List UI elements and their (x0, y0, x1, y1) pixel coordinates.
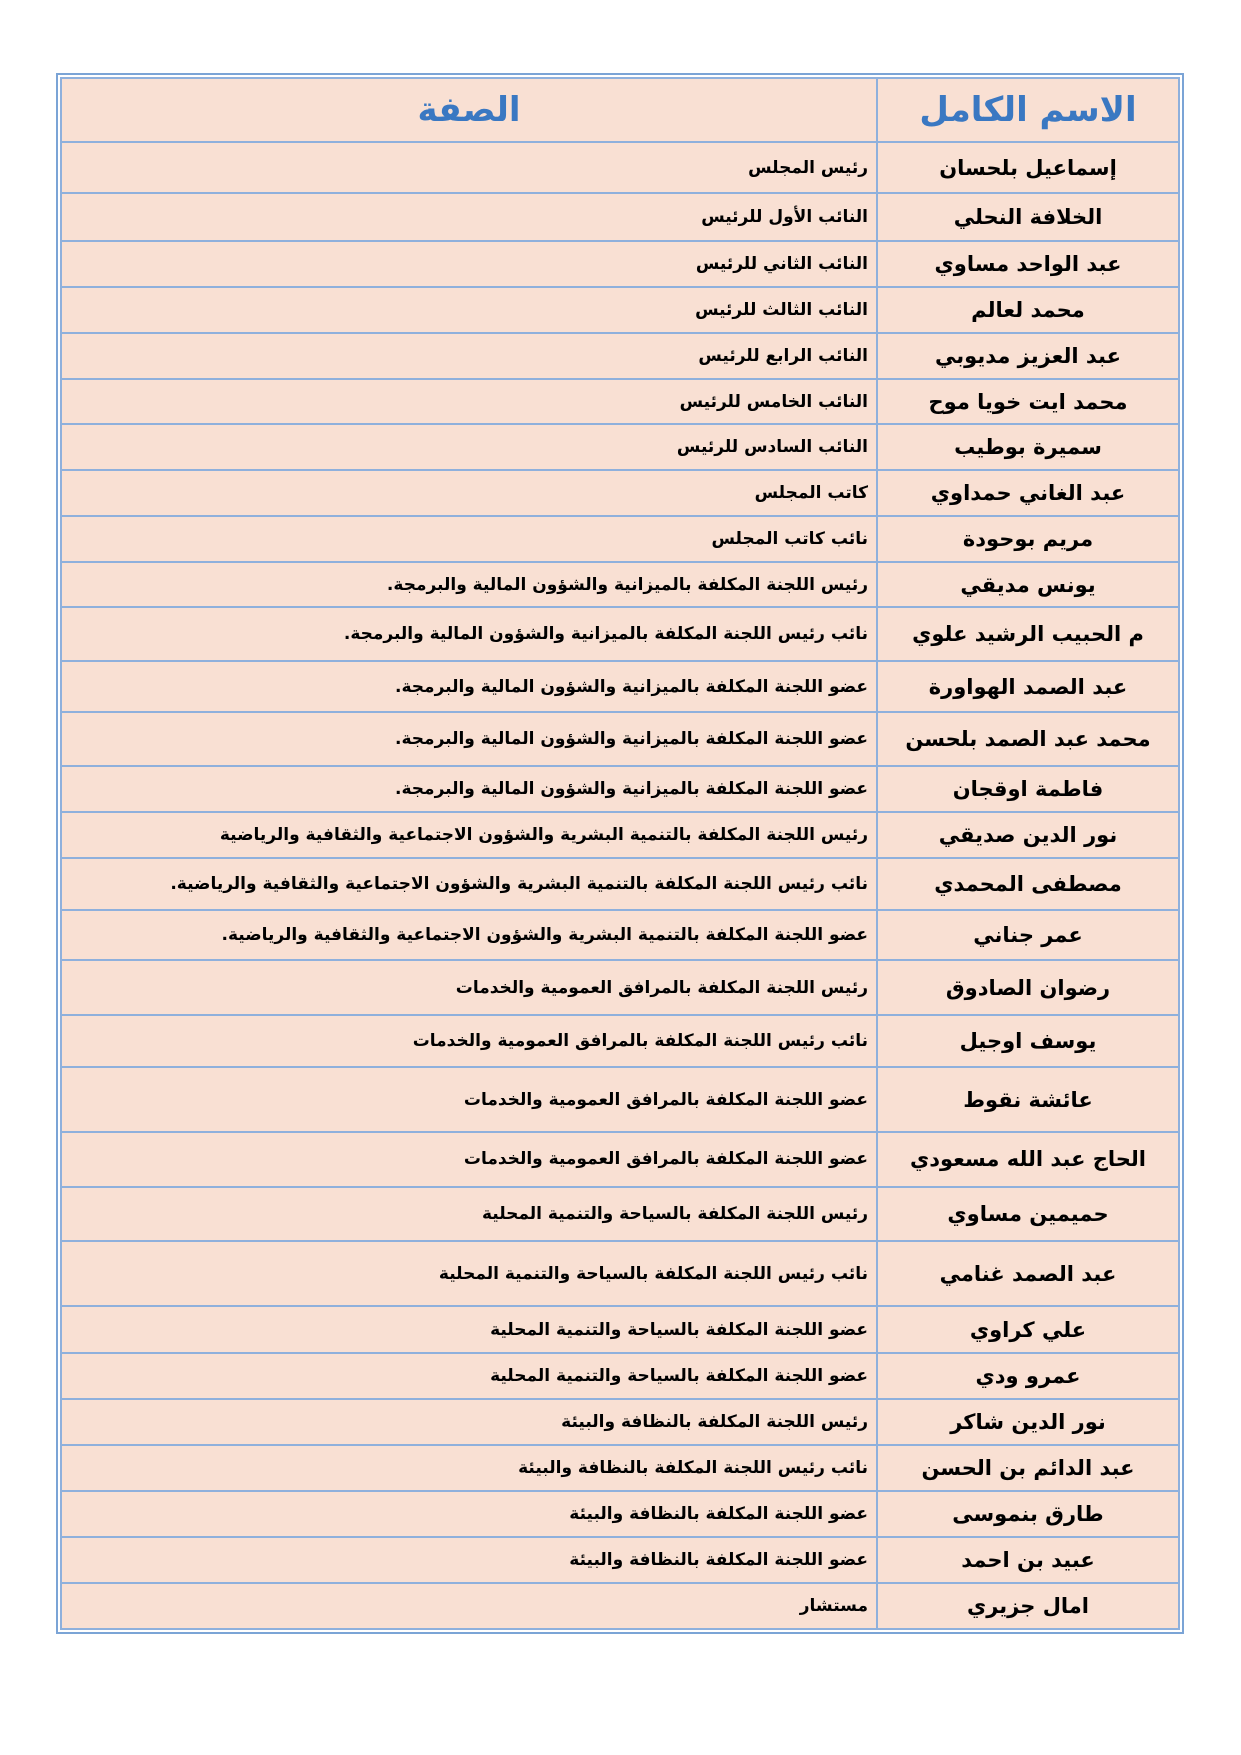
table-row (61, 1241, 1179, 1306)
member-name-cell: علي كراوي (877, 1306, 1179, 1353)
member-name-cell: عمر جناني (877, 910, 1179, 960)
member-role-cell: نائب رئيس اللجنة المكلفة بالسياحة والتنمية المحلية (61, 1241, 877, 1306)
table-row (61, 1537, 1179, 1583)
table-row (61, 1399, 1179, 1445)
member-role-cell: رئيس اللجنة المكلفة بالتنمية البشرية والشؤون الاجتماعية والثقافية والرياضية (61, 812, 877, 858)
member-role-cell: عضو اللجنة المكلفة بالنظافة والبيئة (61, 1537, 877, 1583)
member-role-cell: رئيس اللجنة المكلفة بالمرافق العمومية والخدمات (61, 960, 877, 1015)
header-role: الصفة (61, 78, 877, 142)
member-role-cell: عضو اللجنة المكلفة بالمرافق العمومية والخدمات (61, 1132, 877, 1187)
table-row (61, 562, 1179, 608)
member-role-cell: رئيس المجلس (61, 142, 877, 193)
member-name-cell: حميمين مساوي (877, 1187, 1179, 1242)
member-role-cell: النائب الأول للرئيس (61, 193, 877, 241)
table-row (61, 424, 1179, 470)
table-row (61, 661, 1179, 712)
header-full-name: الاسم الكامل (877, 78, 1179, 142)
member-role-cell: رئيس اللجنة المكلفة بالسياحة والتنمية المحلية (61, 1187, 877, 1242)
member-role-cell: عضو اللجنة المكلفة بالسياحة والتنمية المحلية (61, 1306, 877, 1353)
member-name-cell: محمد عبد الصمد بلحسن (877, 712, 1179, 766)
member-name-cell: الخلافة النحلي (877, 193, 1179, 241)
table-row (61, 287, 1179, 333)
table-row (61, 1015, 1179, 1067)
table-row (61, 241, 1179, 287)
member-role-cell: نائب رئيس اللجنة المكلفة بالميزانية والشؤون المالية والبرمجة. (61, 607, 877, 661)
table-row (61, 858, 1179, 910)
member-name-cell: عبد الواحد مساوي (877, 241, 1179, 287)
member-role-cell: رئيس اللجنة المكلفة بالنظافة والبيئة (61, 1399, 877, 1445)
member-role-cell: النائب الثالث للرئيس (61, 287, 877, 333)
member-name-cell: محمد لعالم (877, 287, 1179, 333)
member-name-cell: سميرة بوطيب (877, 424, 1179, 470)
table-row (61, 193, 1179, 241)
member-name-cell: م الحبيب الرشيد علوي (877, 607, 1179, 661)
members-table-frame (56, 73, 1184, 1634)
member-role-cell: مستشار (61, 1583, 877, 1629)
table-row (61, 910, 1179, 960)
member-name-cell: رضوان الصادوق (877, 960, 1179, 1015)
member-role-cell: نائب رئيس اللجنة المكلفة بالنظافة والبيئة (61, 1445, 877, 1492)
table-row (61, 379, 1179, 425)
member-role-cell: عضو اللجنة المكلفة بالميزانية والشؤون المالية والبرمجة. (61, 661, 877, 712)
table-row (61, 1132, 1179, 1187)
member-role-cell: عضو اللجنة المكلفة بالميزانية والشؤون المالية والبرمجة. (61, 766, 877, 812)
table-row (61, 142, 1179, 193)
member-name-cell: عمرو ودي (877, 1353, 1179, 1399)
member-name-cell: عبيد بن احمد (877, 1537, 1179, 1583)
member-name-cell: نور الدين شاكر (877, 1399, 1179, 1445)
member-name-cell: فاطمة اوقجان (877, 766, 1179, 812)
member-name-cell: عبد الصمد الهواورة (877, 661, 1179, 712)
member-name-cell: يوسف اوجيل (877, 1015, 1179, 1067)
table-row (61, 1583, 1179, 1629)
member-role-cell: كاتب المجلس (61, 470, 877, 516)
table-row (61, 333, 1179, 379)
table-row (61, 516, 1179, 562)
member-name-cell: عائشة نقوط (877, 1067, 1179, 1132)
member-role-cell: عضو اللجنة المكلفة بالمرافق العمومية والخدمات (61, 1067, 877, 1132)
member-role-cell: نائب كاتب المجلس (61, 516, 877, 562)
member-role-cell: رئيس اللجنة المكلفة بالميزانية والشؤون المالية والبرمجة. (61, 562, 877, 608)
table-row (61, 1067, 1179, 1132)
member-role-cell: عضو اللجنة المكلفة بالسياحة والتنمية المحلية (61, 1353, 877, 1399)
table-row (61, 607, 1179, 661)
table-row (61, 1353, 1179, 1399)
member-name-cell: عبد الدائم بن الحسن (877, 1445, 1179, 1492)
member-name-cell: طارق بنموسى (877, 1491, 1179, 1537)
member-name-cell: امال جزيري (877, 1583, 1179, 1629)
member-role-cell: عضو اللجنة المكلفة بالتنمية البشرية والشؤون الاجتماعية والثقافية والرياضية. (61, 910, 877, 960)
member-role-cell: النائب الثاني للرئيس (61, 241, 877, 287)
table-row (61, 1445, 1179, 1492)
member-name-cell: مصطفى المحمدي (877, 858, 1179, 910)
table-row (61, 766, 1179, 812)
member-name-cell: محمد ايت خويا موح (877, 379, 1179, 425)
table-row (61, 1306, 1179, 1353)
member-role-cell: نائب رئيس اللجنة المكلفة بالتنمية البشرية والشؤون الاجتماعية والثقافية والرياضية. (61, 858, 877, 910)
member-role-cell: عضو اللجنة المكلفة بالنظافة والبيئة (61, 1491, 877, 1537)
table-row (61, 712, 1179, 766)
member-role-cell: النائب السادس للرئيس (61, 424, 877, 470)
table-row (61, 1187, 1179, 1242)
member-name-cell: عبد الغاني حمداوي (877, 470, 1179, 516)
members-table (60, 77, 1180, 1630)
table-header-row (61, 78, 1179, 142)
member-name-cell: الحاج عبد الله مسعودي (877, 1132, 1179, 1187)
member-name-cell: إسماعيل بلحسان (877, 142, 1179, 193)
table-row (61, 1491, 1179, 1537)
member-role-cell: النائب الخامس للرئيس (61, 379, 877, 425)
member-name-cell: عبد الصمد غنامي (877, 1241, 1179, 1306)
member-name-cell: عبد العزيز مديوبي (877, 333, 1179, 379)
member-name-cell: يونس مديقي (877, 562, 1179, 608)
table-row (61, 960, 1179, 1015)
table-row (61, 470, 1179, 516)
member-name-cell: مريم بوحودة (877, 516, 1179, 562)
member-name-cell: نور الدين صديقي (877, 812, 1179, 858)
member-role-cell: نائب رئيس اللجنة المكلفة بالمرافق العمومية والخدمات (61, 1015, 877, 1067)
member-role-cell: النائب الرابع للرئيس (61, 333, 877, 379)
member-role-cell: عضو اللجنة المكلفة بالميزانية والشؤون المالية والبرمجة. (61, 712, 877, 766)
table-row (61, 812, 1179, 858)
